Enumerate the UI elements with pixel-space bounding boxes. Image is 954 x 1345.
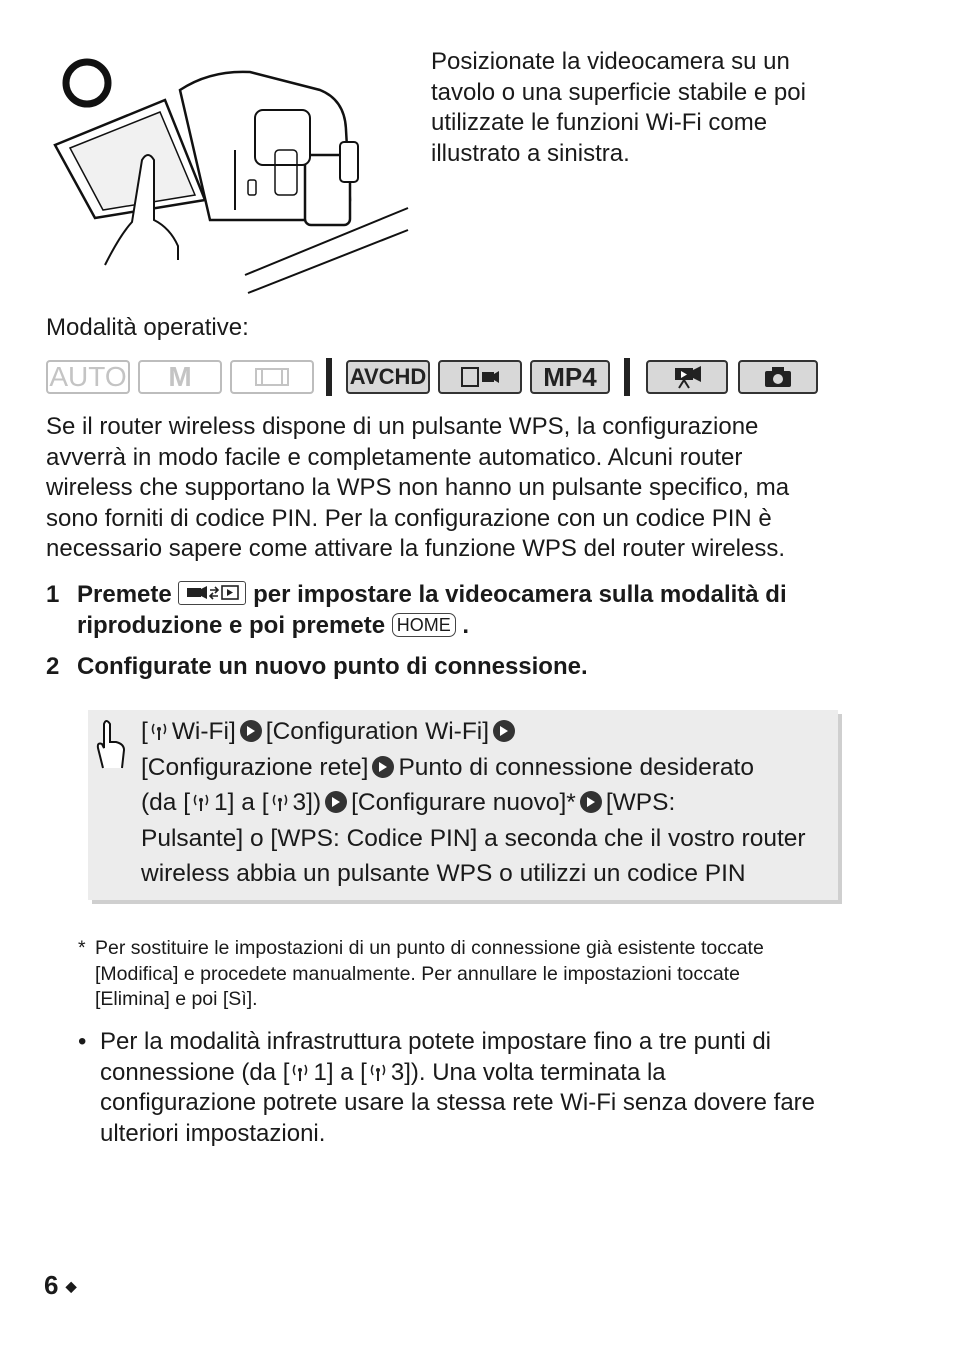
punto-label: Punto di connessione desiderato [398, 753, 754, 781]
camcorder-illustration [50, 50, 410, 300]
modes-label: Modalità operative: [46, 314, 249, 341]
bullet-line: Per la modalità infrastruttura potete impostare fino a tre punti di [100, 1028, 772, 1055]
step1-text-c: riproduzione e poi premete [77, 611, 386, 639]
procedure-line: [ Wi-Fi] [Configuration Wi-Fi] [141, 714, 841, 750]
procedure-line: wireless abbia un pulsante WPS o utilizzi un codice PIN [141, 860, 746, 887]
procedure-text [141, 714, 841, 892]
bullet-marker: • [78, 1028, 87, 1055]
page-number-value: 6 [44, 1270, 59, 1300]
wifi-label: Wi-Fi] [171, 718, 236, 745]
page-number [44, 1270, 76, 1301]
mode-separator [326, 358, 332, 396]
next-arrow-icon [493, 720, 515, 742]
step-1 [46, 580, 866, 641]
bullet-line [100, 1058, 858, 1089]
one-a: 1] a [ [214, 789, 269, 816]
description-line: wireless che supportano la WPS non hanno un pulsante specifico, ma [46, 474, 790, 501]
footnote [78, 936, 858, 1013]
intro-line: illustrato a sinistra. [431, 139, 630, 167]
playback-movie-icon [646, 360, 728, 394]
step2-text: Configurate un nuovo punto di connessione. [77, 653, 588, 680]
bullet-line: ulteriori impostazioni. [100, 1119, 326, 1147]
page-marker-icon: ◆ [65, 1278, 77, 1294]
bullet-note [78, 1027, 858, 1149]
bullet-line2-b: 1] a [ [313, 1058, 367, 1086]
next-arrow-icon [240, 720, 262, 742]
home-button-icon: HOME [392, 613, 456, 637]
manual-mode-icon: M [138, 360, 222, 394]
footnote-marker: * [78, 937, 86, 959]
description-line: necessario sapere come attivare la funzione WPS del router wireless. [46, 535, 786, 562]
bullet-line: configurazione potrete usare la stessa rete Wi-Fi senza dovere fare [100, 1089, 816, 1116]
next-arrow-icon [372, 756, 394, 778]
mode-separator [624, 358, 630, 396]
description-line: sono forniti di codice PIN. Per la configurazione con un codice PIN è [46, 504, 772, 532]
description-paragraph [46, 412, 866, 565]
step1-text-a: Premete [77, 581, 172, 608]
config-wifi-label: [Configuration Wi-Fi] [265, 718, 490, 745]
intro-line: tavolo o una superficie stabile e poi [431, 78, 806, 106]
configurare-label: [Configurare nuovo]* [351, 789, 576, 816]
touch-hand-icon [94, 718, 128, 775]
cinema-mode-icon [230, 360, 314, 394]
operating-modes-row [46, 358, 826, 398]
three-close: 3]) [292, 789, 322, 816]
step-2 [46, 652, 866, 683]
procedure-line: Pulsante] o [WPS: Codice PIN] a seconda che il vostro router [141, 824, 806, 852]
wps-label-a: [WPS: [605, 789, 676, 816]
photo-movie-mode-icon [438, 360, 522, 394]
wifi-icon [289, 1061, 311, 1083]
step1-end: . [462, 611, 470, 639]
intro-line: Posizionate la videocamera su un [431, 48, 790, 75]
config-rete-label: [Configurazione rete] [141, 753, 369, 781]
procedure-line [141, 750, 841, 786]
ok-circle-icon [66, 62, 108, 104]
camera-play-button-icon [178, 581, 246, 605]
footnote-line: [Modifica] e procedete manualmente. Per annullare le impostazioni toccate [95, 962, 740, 985]
description-line: avverrà in modo facile e completamente automatico. Alcuni router [46, 443, 743, 471]
auto-mode-icon: AUTO [46, 360, 130, 394]
avchd-mode-icon: AVCHD [346, 360, 430, 394]
intro-line: utilizzate le funzioni Wi-Fi come [431, 109, 768, 136]
wifi-icon [367, 1061, 389, 1083]
next-arrow-icon [325, 791, 347, 813]
description-line: Se il router wireless dispone di un pulsante WPS, la configurazione [46, 413, 759, 440]
footnote-line: [Elimina] e poi [Sì]. [95, 988, 258, 1010]
step-number: 2 [46, 653, 60, 680]
footnote-line: Per sostituire le impostazioni di un punto di connessione già esistente toccate [95, 937, 764, 959]
intro-text [431, 47, 901, 169]
step-number: 1 [46, 581, 60, 608]
step1-text-b: per impostare la videocamera sulla modalità di [253, 581, 787, 608]
mp4-mode-icon: MP4 [530, 360, 610, 394]
wifi-icon [269, 791, 291, 813]
playback-photo-icon [738, 360, 818, 394]
wifi-icon [190, 791, 212, 813]
next-arrow-icon [580, 791, 602, 813]
bullet-line2-c: 3]). Una volta terminata la [390, 1058, 666, 1086]
procedure-line [141, 785, 841, 821]
da-open: (da [ [141, 789, 191, 816]
wifi-icon [148, 720, 170, 742]
bullet-line2-a: connessione (da [ [100, 1058, 290, 1086]
